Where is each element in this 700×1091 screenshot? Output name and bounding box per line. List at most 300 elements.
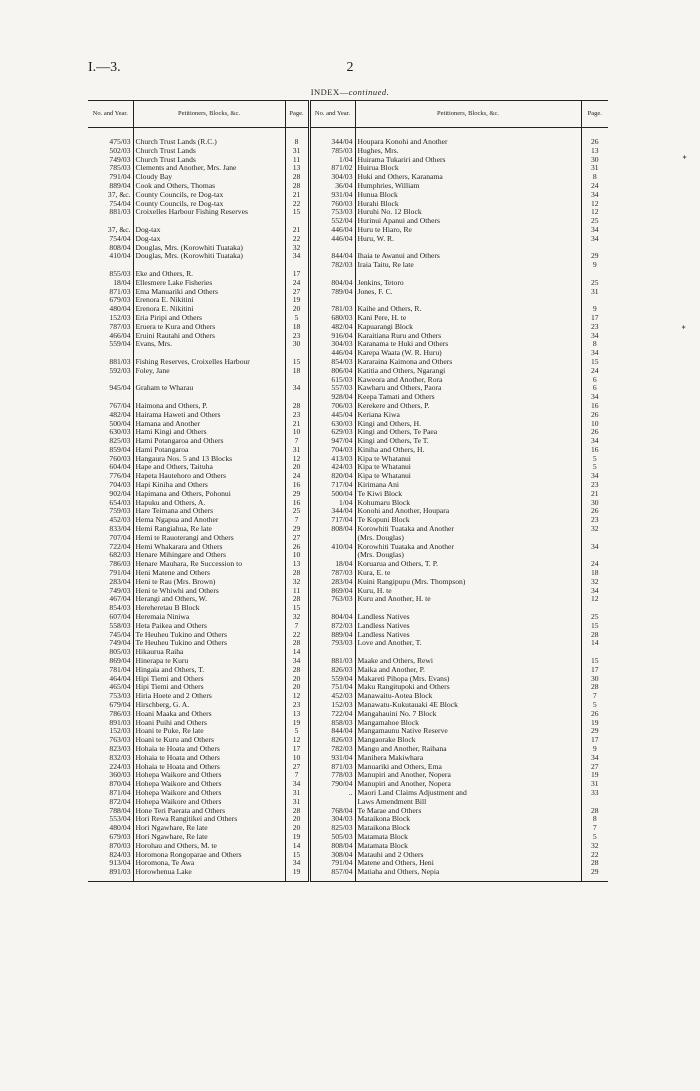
entry-page-left: 27 [285, 534, 309, 543]
entry-page-left: 20 [285, 305, 309, 314]
entry-page-right: 5 [581, 833, 608, 842]
margin-mark: ᐩ [681, 322, 687, 337]
entry-name-left: Hohepa Waikore and Others [135, 780, 222, 789]
entry-name-right: Kingi and Others, Te T. [357, 437, 429, 446]
entry-number-right: 793/03 [309, 639, 355, 648]
entry-page-right: 26 [581, 507, 608, 516]
entry-name-left: Hori Rewa Rangitikei and Others [135, 815, 238, 824]
entry-number-left: 749/03 [88, 156, 133, 165]
entry-page-right [581, 604, 608, 613]
entry-number-left: 410/04 [88, 252, 133, 261]
entry-name-left: Evans, Mrs. [135, 340, 172, 349]
entry-name-left: Ema Manuariki and Others [135, 287, 218, 296]
entry-number-left: 18/04 [88, 279, 133, 288]
entry-name-left: Douglas, Mrs. (Korowhiti Tuataka) [135, 252, 243, 261]
entry-number-left: 482/04 [88, 411, 133, 420]
entry-number-right: 916/04 [309, 332, 355, 341]
entry-number-left: 788/04 [88, 807, 133, 816]
entry-page-right: 26 [581, 128, 608, 147]
entry-page-left: 19 [285, 833, 309, 842]
table-row [88, 358, 608, 367]
entry-name-right: (Mrs. Douglas) [357, 551, 404, 560]
table-row [88, 745, 608, 754]
entry-name-right: Maika and Another, P. [357, 665, 425, 674]
entry-number-left: 475/03 [88, 128, 133, 147]
entry-page-left: 34 [285, 657, 309, 666]
entry-page-left [285, 261, 309, 270]
table-row [88, 648, 608, 657]
table-row [88, 578, 608, 587]
entry-page-right: 34 [581, 437, 608, 446]
entry-name-right: Manuariki and Others, Ema [357, 762, 442, 771]
entry-number-right [309, 648, 355, 657]
entry-name-left: Hirschberg, G. A. [135, 701, 190, 709]
entry-page-right: 34 [581, 754, 608, 763]
entry-number-right: 931/04 [309, 191, 355, 200]
entry-page-right: 29 [581, 727, 608, 736]
entry-name-left: Hipi Tiemi and Others [135, 674, 204, 683]
table-row [88, 534, 608, 543]
entry-name-left: Erenora E. Nikitini [135, 305, 194, 314]
entry-page-right: 6 [581, 376, 608, 385]
entry-name-left: Hami Potangaroa [135, 445, 189, 454]
entry-name-right: Laws Amendment Bill [357, 797, 427, 806]
entry-number-left: 466/04 [88, 332, 133, 341]
entry-number-right: 804/04 [309, 613, 355, 622]
entry-name-right: Karanama te Huki and Others [357, 340, 449, 349]
entry-page-right [581, 270, 608, 279]
entry-number-right: 785/03 [309, 147, 355, 156]
entry-number-left: 891/03 [88, 719, 133, 728]
entry-name-right [355, 296, 581, 305]
entry-page-left: 20 [285, 815, 309, 824]
entry-page-right: 15 [581, 358, 608, 367]
entry-number-left: 592/03 [88, 367, 133, 376]
entry-name-right: Mataikona Block [357, 824, 411, 833]
table-row [88, 639, 608, 648]
entry-number-right: 505/03 [309, 833, 355, 842]
entry-page-left: 10 [285, 754, 309, 763]
entry-page-left: 13 [285, 164, 309, 173]
entry-name-right: Kuru and Another, H. te [357, 595, 431, 604]
entry-page-left: 28 [285, 595, 309, 604]
entry-name-left: Erenora E. Nikitini [135, 296, 194, 305]
entry-number-right: 844/04 [309, 252, 355, 261]
entry-name-right: Hurahi Block [357, 199, 399, 208]
table-row [88, 719, 608, 728]
entry-page-right: 34 [581, 587, 608, 596]
entry-page-left: 20 [285, 683, 309, 692]
entry-page-right [581, 551, 608, 560]
table-row [88, 824, 608, 833]
entry-name-left: Hoani te Kuru and Others [135, 736, 214, 745]
entry-page-left: 20 [285, 675, 309, 684]
entry-number-right: 782/03 [309, 261, 355, 270]
table-row [88, 235, 608, 244]
entry-number-left: 889/04 [88, 182, 133, 191]
entry-number-right [309, 551, 355, 560]
entry-number-right: 753/03 [309, 208, 355, 217]
entry-number-right: .. [309, 789, 355, 798]
entry-number-right [309, 296, 355, 305]
entry-number-right: 445/04 [309, 411, 355, 420]
index-title [0, 87, 700, 97]
entry-page-left: 18 [285, 367, 309, 376]
entry-name-right: Manihera Makiwhara [357, 753, 424, 762]
table-row [88, 156, 608, 165]
table-row [88, 270, 608, 279]
entry-number-left: 870/03 [88, 842, 133, 851]
entry-page-left: 20 [285, 824, 309, 833]
entry-page-left [285, 376, 309, 385]
entry-name-left: Hoani te Puke, Re late [135, 727, 204, 736]
col-header-page: Page. [581, 101, 608, 128]
entry-page-left: 22 [285, 631, 309, 640]
table-row [88, 226, 608, 235]
entry-name-left: Croixelles Harbour Fishing Reserves [135, 208, 248, 217]
entry-number-right: 872/03 [309, 622, 355, 631]
entry-number-left: 825/03 [88, 437, 133, 446]
entry-page-right: 12 [581, 208, 608, 217]
entry-number-right [309, 798, 355, 807]
entry-number-right: 1/04 [309, 499, 355, 508]
index-table [88, 100, 608, 882]
table-row [88, 613, 608, 622]
entry-page-left: 11 [285, 587, 309, 596]
entry-page-left: 25 [285, 507, 309, 516]
entry-number-right: 857/04 [309, 868, 355, 881]
entry-name-left: Hemi Whakarara and Others [135, 542, 223, 551]
entry-name-left: Hohepa Waikore and Others [135, 788, 222, 797]
entry-page-left [285, 393, 309, 402]
entry-page-right: 8 [581, 173, 608, 182]
entry-name-left: Cloudy Bay [135, 173, 172, 182]
entry-number-right [309, 270, 355, 279]
entry-number-left: 553/04 [88, 815, 133, 824]
entry-name-left: Hangaura Nos. 5 and 13 Blocks [135, 454, 233, 463]
entry-number-right: 557/03 [309, 384, 355, 393]
entry-page-left: 28 [285, 666, 309, 675]
entry-page-right: 28 [581, 631, 608, 640]
table-row [88, 543, 608, 552]
table-row [88, 164, 608, 173]
entry-page-left [285, 217, 309, 226]
entry-name-right: Landless Natives [357, 630, 410, 639]
entry-name-left [133, 217, 285, 226]
entry-number-left: 682/03 [88, 551, 133, 560]
entry-page-left: 31 [285, 798, 309, 807]
entry-number-right: 781/03 [309, 305, 355, 314]
table-row [88, 393, 608, 402]
table-row [88, 349, 608, 358]
entry-page-right: 29 [581, 868, 608, 881]
table-row [88, 851, 608, 860]
entry-number-left: 704/03 [88, 481, 133, 490]
entry-page-right: 12 [581, 595, 608, 604]
entry-name-left: Haimona and Others, P. [135, 401, 208, 410]
table-row [88, 323, 608, 332]
table-row [88, 859, 608, 868]
entry-number-right: 778/03 [309, 771, 355, 780]
table-row [88, 833, 608, 842]
entry-page-left: 34 [285, 384, 309, 393]
entry-number-right: 283/04 [309, 578, 355, 587]
entry-name-left: Hinerapa te Kuru [135, 657, 189, 666]
entry-number-left [88, 376, 133, 385]
entry-number-left: 808/04 [88, 244, 133, 253]
entry-number-right: 790/04 [309, 780, 355, 789]
entry-name-right: Huru, W. R. [357, 234, 394, 243]
entry-name-left: Hoani Puihi and Others [135, 718, 207, 727]
entry-name-left: Hami Potangaroa and Others [135, 437, 224, 446]
entry-number-left: 500/04 [88, 420, 133, 429]
entry-name-left: Hapeta Hautehoro and Others [135, 472, 226, 481]
entry-page-left: 22 [285, 200, 309, 209]
entry-page-right: 19 [581, 719, 608, 728]
entry-number-right: 680/03 [309, 314, 355, 323]
entry-name-left: Henare Mauhara, Re Succession to [135, 560, 242, 569]
entry-number-left: 855/03 [88, 270, 133, 279]
entry-name-right: Kingi and Others, Te Paea [357, 428, 438, 437]
table-row [88, 525, 608, 534]
entry-page-right: 29 [581, 252, 608, 261]
entry-name-right: Kingi and Others, H. [357, 419, 421, 428]
entry-name-right: Kuini Rangipupu (Mrs. Thompson) [357, 577, 466, 586]
entry-name-left: Hoani Maaka and Others [135, 709, 212, 718]
entry-page-right: 9 [581, 305, 608, 314]
entry-number-right [309, 244, 355, 253]
entry-name-right: Kaweora and Another, Rora [357, 375, 443, 384]
table-row [88, 252, 608, 261]
entry-name-right: Houpara Konohi and Another [357, 137, 448, 146]
entry-name-left: Hikaurua Raiha [135, 648, 184, 657]
entry-number-left: 791/04 [88, 173, 133, 182]
entry-number-left: 763/03 [88, 736, 133, 745]
entry-name-right: Kararaina Kaimona and Others [357, 357, 453, 366]
entry-name-right: Mangamahoe Block [357, 718, 419, 727]
entry-name-right: Kiniha and Others, H. [357, 445, 425, 454]
entry-number-right: 482/04 [309, 323, 355, 332]
entry-name-left: Eke and Others, R. [135, 269, 194, 278]
entry-number-right: 452/03 [309, 692, 355, 701]
entry-number-right: 722/04 [309, 710, 355, 719]
entry-number-left: 654/03 [88, 499, 133, 508]
entry-page-right: 6 [581, 384, 608, 393]
entry-name-right: Keepa Tamati and Others [357, 393, 435, 402]
entry-page-right [581, 244, 608, 253]
table-row [88, 217, 608, 226]
entry-name-right: Love and Another, T. [357, 639, 422, 648]
table-row [88, 446, 608, 455]
entry-number-right: 630/03 [309, 420, 355, 429]
entry-name-right: Jones, F. C. [357, 287, 393, 296]
table-row [88, 472, 608, 481]
entry-name-right: Huirama Tukariri and Others [357, 155, 446, 164]
table-row [88, 314, 608, 323]
entry-number-left: 749/04 [88, 639, 133, 648]
entry-page-right: 5 [581, 463, 608, 472]
entry-page-left: 13 [285, 710, 309, 719]
entry-number-right: 629/03 [309, 428, 355, 437]
entry-number-right: 1/04 [309, 156, 355, 165]
entry-name-right: Landless Natives [357, 621, 410, 630]
table-row [88, 305, 608, 314]
entry-page-right: 25 [581, 613, 608, 622]
entry-name-right: Ihaia te Awanui and Others [357, 252, 440, 261]
entry-number-left: 604/04 [88, 463, 133, 472]
entry-page-right: 21 [581, 490, 608, 499]
entry-page-right: 28 [581, 683, 608, 692]
entry-name-right: Te Kiwi Block [357, 489, 403, 498]
entry-page-left: 28 [285, 639, 309, 648]
entry-page-right: 25 [581, 279, 608, 288]
entry-number-left: 607/04 [88, 613, 133, 622]
entry-number-right: 446/04 [309, 349, 355, 358]
entry-number-left: 754/04 [88, 235, 133, 244]
entry-name-right: Maori Land Claims Adjustment and [357, 788, 467, 797]
entry-name-left [133, 261, 285, 270]
entry-page-right: 24 [581, 560, 608, 569]
entry-name-right: Keriana Kiwa [357, 410, 400, 419]
entry-name-right: Huruhi No. 12 Block [357, 208, 422, 217]
col-header-no-year: No. and Year. [309, 101, 355, 128]
entry-number-left [88, 261, 133, 270]
entry-name-left: Te Heuheu Tukino and Others [135, 639, 227, 648]
entry-number-right: 871/03 [309, 763, 355, 772]
col-header-petitioners: Petitioners, Blocks, &c. [133, 101, 285, 128]
entry-number-left: 786/03 [88, 710, 133, 719]
entry-page-left: 15 [285, 358, 309, 367]
entry-name-right: Makareti Pihopa (Mrs. Evans) [357, 674, 450, 683]
entry-page-left: 31 [285, 147, 309, 156]
table-row [88, 455, 608, 464]
entry-number-left: 745/04 [88, 631, 133, 640]
entry-name-left [133, 393, 285, 402]
entry-page-left: 19 [285, 719, 309, 728]
entry-name-right: Karaitiana Ruru and Others [357, 331, 442, 340]
entry-number-left: 679/03 [88, 833, 133, 842]
entry-page-left: 17 [285, 745, 309, 754]
entry-number-left: 37, &c. [88, 191, 133, 200]
entry-name-right: Kuru, H. te [357, 586, 392, 595]
entry-number-right: 344/04 [309, 128, 355, 147]
entry-page-left: 17 [285, 270, 309, 279]
entry-page-left: 24 [285, 472, 309, 481]
entry-name-right: Hughes, Mrs. [357, 146, 399, 155]
entry-page-left: 30 [285, 340, 309, 349]
entry-page-right: 17 [581, 666, 608, 675]
entry-number-right: 763/03 [309, 595, 355, 604]
entry-number-right: 717/04 [309, 481, 355, 490]
entry-page-right: 7 [581, 824, 608, 833]
entry-name-right: Matauhi and 2 Others [357, 850, 424, 859]
entry-number-left: 360/03 [88, 771, 133, 780]
entry-number-left: 854/03 [88, 604, 133, 613]
entry-name-right: Huru te Hiaro, Re [357, 225, 412, 234]
entry-name-left: Hemi Rangiahua, Re late [135, 525, 212, 534]
entry-number-right: 413/03 [309, 455, 355, 464]
entry-page-left: 12 [285, 736, 309, 745]
entry-number-left: 871/03 [88, 288, 133, 297]
entry-number-right: 869/04 [309, 587, 355, 596]
entry-name-left: Douglas, Mrs. (Korowhiti Tuataka) [135, 243, 243, 252]
entry-number-right: 760/03 [309, 200, 355, 209]
entry-name-right: Iraia Taitu, Re late [357, 261, 414, 270]
entry-number-right [309, 534, 355, 543]
entry-name-right: Kirimana Ani [357, 481, 400, 490]
table-row [88, 675, 608, 684]
table-row [88, 736, 608, 745]
entry-number-right: 889/04 [309, 631, 355, 640]
entry-name-right [355, 604, 581, 613]
entry-page-right: 10 [581, 420, 608, 429]
entry-number-left: 869/04 [88, 657, 133, 666]
entry-name-left: Fishing Reserves, Croixelles Harbour [135, 357, 250, 366]
entry-page-left: 12 [285, 455, 309, 464]
entry-number-left: 759/03 [88, 507, 133, 516]
entry-name-right: Mataikona Block [357, 815, 411, 824]
entry-page-left: 29 [285, 525, 309, 534]
entry-name-left: Hape and Others, Taituha [135, 463, 213, 472]
entry-page-left: 23 [285, 411, 309, 420]
entry-number-left: 152/03 [88, 727, 133, 736]
entry-page-left: 15 [285, 604, 309, 613]
entry-number-left: 823/03 [88, 745, 133, 754]
entry-name-right: Hunua Block [357, 190, 398, 199]
entry-number-right: 804/04 [309, 279, 355, 288]
entry-page-left: 21 [285, 191, 309, 200]
entry-page-left: 34 [285, 780, 309, 789]
entry-page-left: 5 [285, 314, 309, 323]
table-row [88, 288, 608, 297]
entry-name-right: Matene and Others, Heni [357, 859, 434, 868]
entry-name-left: Hingaia and Others, T. [135, 665, 205, 674]
entry-page-right: 16 [581, 402, 608, 411]
entry-page-right: 34 [581, 393, 608, 402]
entry-name-right: Kipa te Whatanui [357, 463, 411, 472]
entry-page-right: 14 [581, 639, 608, 648]
entry-name-left [133, 349, 285, 358]
entry-page-left: 29 [285, 490, 309, 499]
entry-page-right: 26 [581, 428, 608, 437]
table-row [88, 420, 608, 429]
entry-number-right: 871/02 [309, 164, 355, 173]
entry-name-right: Hurinui Apanui and Others [357, 217, 440, 226]
entry-number-left: 465/04 [88, 683, 133, 692]
table-row [88, 261, 608, 270]
entry-page-left: 8 [285, 128, 309, 147]
table-row [88, 842, 608, 851]
table-row [88, 754, 608, 763]
entry-page-right: 32 [581, 525, 608, 534]
entry-name-left: Horohau and Others, M. te [135, 841, 217, 850]
entry-number-left: 832/03 [88, 754, 133, 763]
entry-number-right: 18/04 [309, 560, 355, 569]
entry-name-left: County Councils, re Dog-tax [135, 190, 224, 199]
entry-number-right: 552/04 [309, 217, 355, 226]
table-row [88, 481, 608, 490]
entry-page-left: 23 [285, 332, 309, 341]
table-row [88, 780, 608, 789]
entry-page-left: 19 [285, 868, 309, 881]
entry-number-left: 786/03 [88, 560, 133, 569]
entry-number-right: 947/04 [309, 437, 355, 446]
entry-page-right: 30 [581, 499, 608, 508]
entry-name-right: Manawaitu-Aotea Block [357, 692, 433, 701]
entry-page-right: 32 [581, 842, 608, 851]
entry-name-left: Hohaia te Hoata and Others [135, 753, 220, 762]
document-reference: I.—3. [88, 60, 121, 75]
